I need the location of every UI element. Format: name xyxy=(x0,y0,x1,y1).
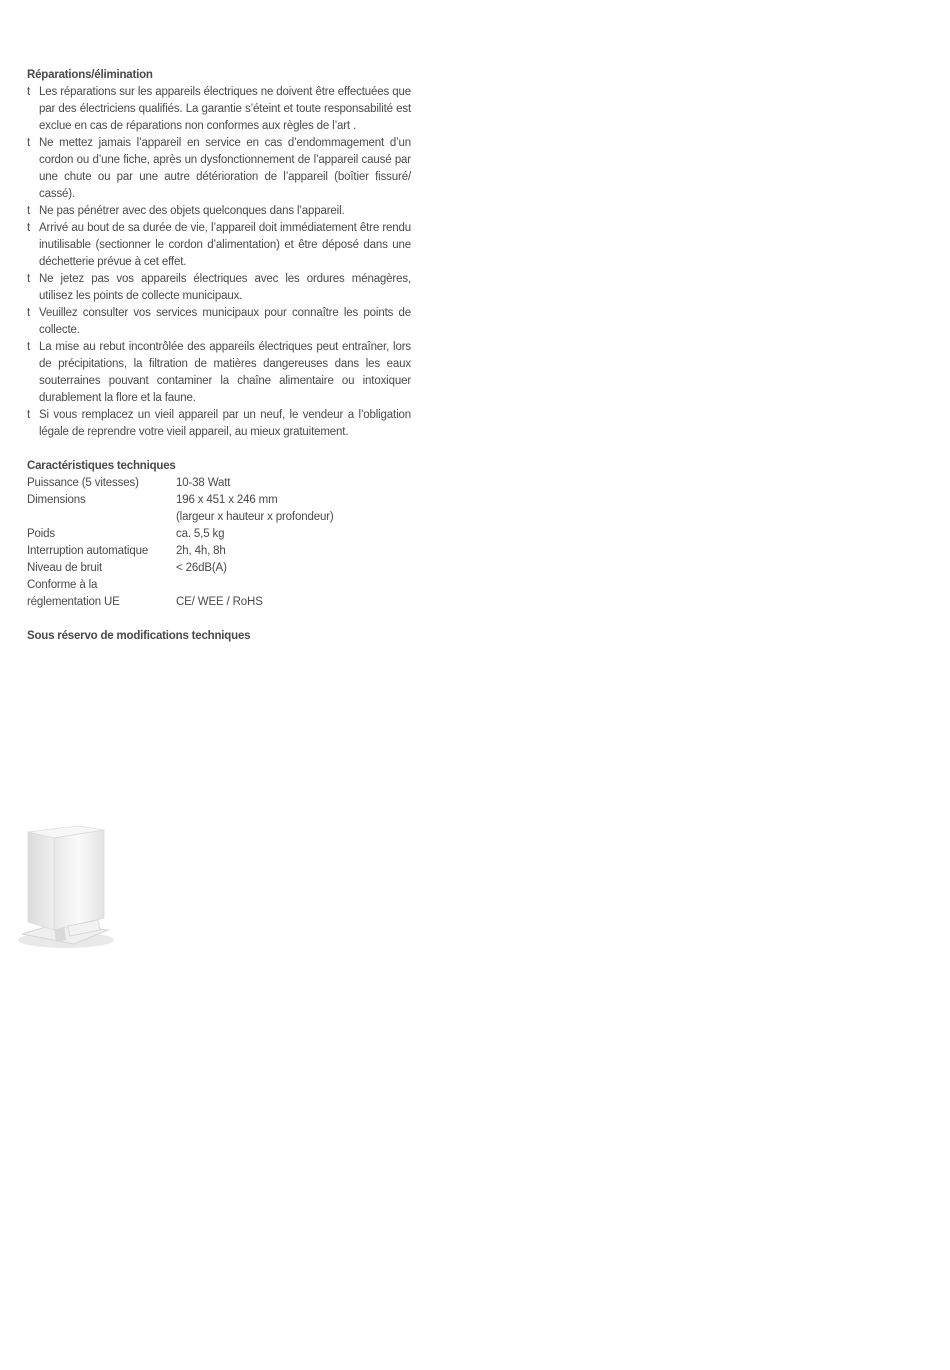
document-column xyxy=(27,67,411,645)
spec-label: Puissance (5 vitesses) xyxy=(27,477,139,489)
spec-label: réglementation UE xyxy=(27,596,120,608)
spacer xyxy=(27,441,411,458)
list-item-text: Veuillez consulter vos services municipaux pour connaître les points de collecte. xyxy=(39,307,411,336)
list-item xyxy=(27,135,411,203)
spec-value: ca. 5,5 kg xyxy=(176,528,225,540)
spec-value: (largeur x hauteur x profondeur) xyxy=(176,511,334,523)
list-item xyxy=(27,220,411,271)
list-item xyxy=(27,203,411,220)
repairs-heading: Réparations/élimination xyxy=(27,69,153,81)
spec-label xyxy=(27,509,176,526)
list-item xyxy=(27,407,411,441)
list-item-text: Si vous remplacez un vieil appareil par un neuf, le vendeur a l’obligation légale de reprendre votre vieil appareil, au mieux gratuitement. xyxy=(39,409,411,438)
table-row xyxy=(27,560,334,577)
bullet-marker: t xyxy=(27,86,31,98)
list-item-text: La mise au rebut incontrôlée des appareils électriques peut entraîner, lors de précipitations, la filtration de matières dangereuses dans les eaux souterraines pouvant contaminer la chaîne alimentaire ou intoxiquer durablement la flore et la faune. xyxy=(39,341,411,404)
table-row xyxy=(27,475,334,492)
spec-label: Conforme à la xyxy=(27,579,98,591)
spec-value: CE/ WEE / RoHS xyxy=(176,596,263,608)
list-item xyxy=(27,271,411,305)
bullet-marker: t xyxy=(27,137,31,149)
air-purifier-icon xyxy=(8,818,118,958)
list-item xyxy=(27,305,411,339)
list-item xyxy=(27,339,411,407)
table-row xyxy=(27,509,334,526)
footer-note: Sous réservo de modifications techniques xyxy=(27,630,251,642)
list-item-text: Ne jetez pas vos appareils électriques avec les ordures ménagères, utilisez les points de collecte municipaux. xyxy=(39,273,411,302)
repairs-list xyxy=(27,84,411,441)
bullet-marker: t xyxy=(27,307,31,319)
spec-value: < 26dB(A) xyxy=(176,562,227,574)
list-item-text: Ne mettez jamais l’appareil en service en cas d’endommagement d’un cordon ou d’une fiche, après un dysfonctionnement de l’appareil causé par une chute ou par une autre détérioration de l’appareil (boîtier fissuré/ cassé). xyxy=(39,137,411,200)
spec-label: Poids xyxy=(27,528,56,540)
table-row xyxy=(27,594,334,611)
table-row xyxy=(27,543,334,560)
bullet-marker: t xyxy=(27,341,31,353)
bullet-marker: t xyxy=(27,222,31,234)
spec-label: Dimensions xyxy=(27,494,86,506)
spec-label: Interruption automatique xyxy=(27,545,149,557)
list-item-text: Les réparations sur les appareils électriques ne doivent être effectuées que par des électriciens qualifiés. La garantie s’éteint et toute responsabilité est exclue en cas de réparations non conformes aux règles de l’art . xyxy=(39,86,411,132)
spec-value xyxy=(176,577,334,594)
list-item-text: Ne pas pénétrer avec des objets quelconques dans l’appareil. xyxy=(39,205,345,217)
specs-table xyxy=(27,475,334,611)
list-item xyxy=(27,84,411,135)
spacer xyxy=(27,611,411,628)
bullet-marker: t xyxy=(27,205,31,217)
spec-value: 196 x 451 x 246 mm xyxy=(176,494,278,506)
table-row xyxy=(27,577,334,594)
list-item-text: Arrivé au bout de sa durée de vie, l’appareil doit immédiatement être rendu inutilisable (sectionner le cordon d’alimentation) et être déposé dans une déchetterie prévue à cet effet. xyxy=(39,222,411,268)
table-row xyxy=(27,492,334,509)
spec-value: 10-38 Watt xyxy=(176,477,231,489)
table-row xyxy=(27,526,334,543)
bullet-marker: t xyxy=(27,273,31,285)
spec-label: Niveau de bruit xyxy=(27,562,103,574)
bullet-marker: t xyxy=(27,409,31,421)
specs-heading: Caractéristiques techniques xyxy=(27,460,176,472)
spec-value: 2h, 4h, 8h xyxy=(176,545,226,557)
